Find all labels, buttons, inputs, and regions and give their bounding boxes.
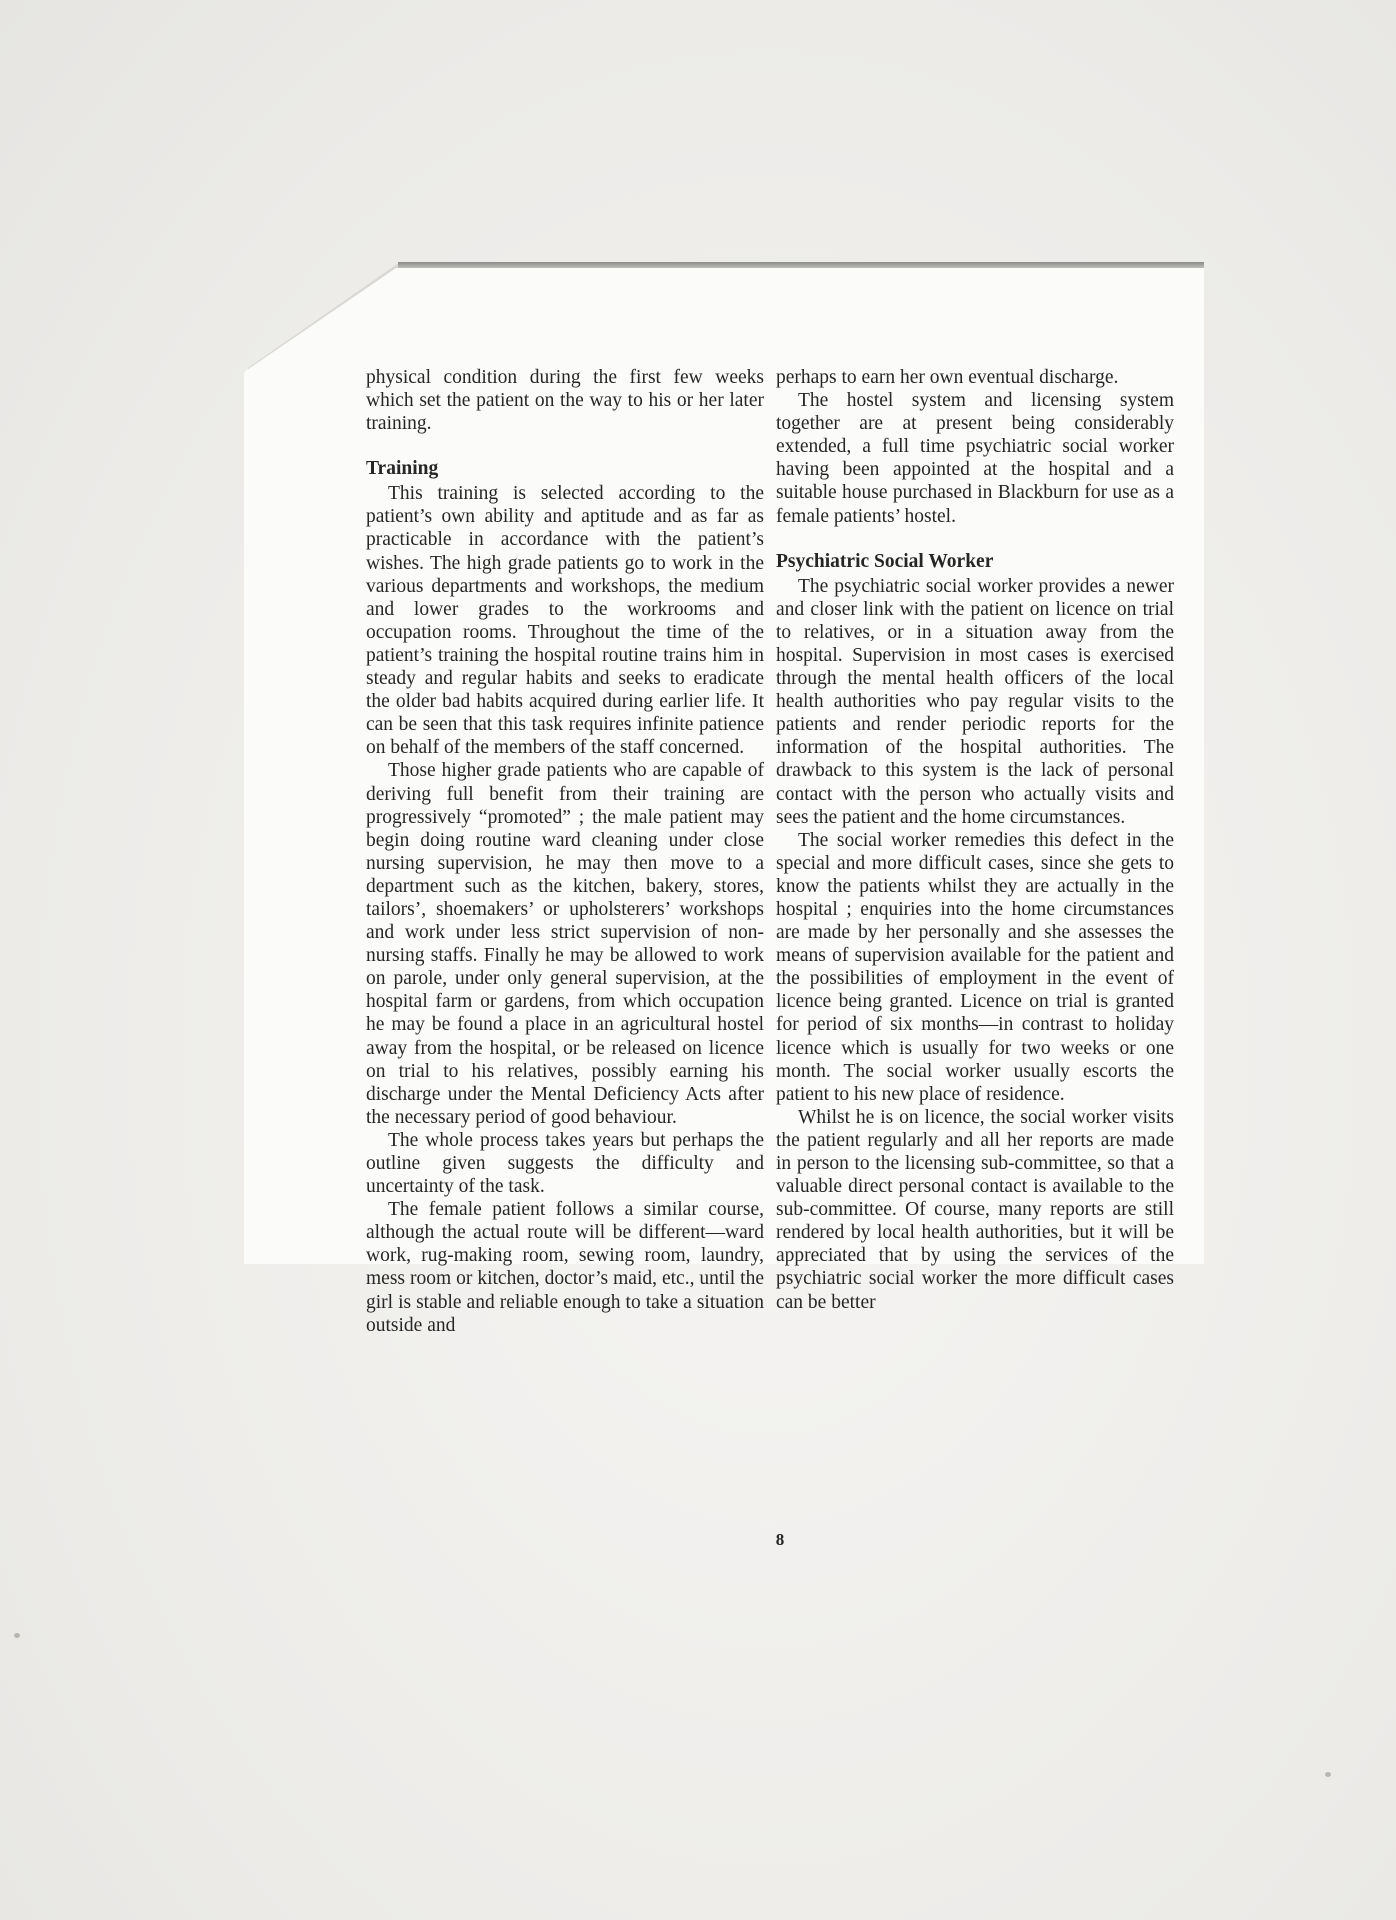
scan-speck — [14, 1633, 20, 1638]
section-heading: Training — [366, 458, 439, 480]
left-text-column — [366, 366, 764, 1337]
body-paragraph: The hostel system and licensing system together are at present being considerably extended, a full time psychiatric social worker having been appointed at the hospital and a suitable house purchased in Blackburn for use as a female patients’ hostel. — [776, 390, 1174, 527]
right-text-column — [776, 366, 1174, 1314]
body-paragraph: The social worker remedies this defect in the special and more difficult cases, since she gets to know the patients whilst they are actually in the hospital ; enquiries into the home circumstances are made by her personally and she assesses the means of supervision available for the patient and the possibilities of employment in the event of licence being granted. Licence on trial is granted for period of six months—in contrast to holiday licence which is usually for two weeks or one month. The social worker usually escorts the patient to his new place of residence. — [776, 829, 1174, 1105]
section-heading: Psychiatric Social Worker — [776, 550, 994, 572]
body-paragraph: This training is selected according to the patient’s own ability and aptitude and as far as practicable in accordance with the patient’s wishes. The high grade patients go to work in the various departments and workshops, the medium and lower grades to the workrooms and occupation rooms. Throughout the time of the patient’s training the hospital routine trains him in steady and regular habits and seeks to eradicate the older bad habits acquired during earlier life. It can be seen that this task requires infinite patience on behalf of the members of the staff concerned. — [366, 483, 764, 759]
body-paragraph: perhaps to earn her own eventual discharge. — [776, 367, 1119, 388]
body-paragraph: Those higher grade patients who are capable of deriving full benefit from their training are progressively “promoted” ; the male patient may begin doing routine ward cleaning under close nursing supervision, he may then move to a department such as the kitchen, bakery, stores, tailors’, shoemakers’ or upholsterers’ workshops and work under less strict supervision of non-nursing staffs. Finally he may be allowed to work on parole, under only general supervision, at the hospital farm or gardens, from which occupation he may be found a place in an agricultural hostel away from the hospital, or be released on licence on trial to his relatives, possibly earning his discharge under the Mental Deficiency Acts after the necessary period of good behaviour. — [366, 760, 764, 1128]
body-paragraph: The female patient follows a similar course, although the actual route will be different—ward work, rug-making room, sewing room, laundry, mess room or kitchen, doctor’s maid, etc., until the girl is stable and reliable enough to take a situation outside and — [366, 1199, 764, 1336]
body-paragraph: Whilst he is on licence, the social worker visits the patient regularly and all her reports are made in person to the licensing sub-committee, so that a valuable direct personal contact is available to the sub-committee. Of course, many reports are still rendered by local health authorities, but it will be appreciated that by using the services of the psychiatric social worker the more difficult cases can be better — [776, 1106, 1174, 1313]
body-paragraph: The psychiatric social worker provides a newer and closer link with the patient on licence on trial to relatives, or in a situation away from the hospital. Supervision in most cases is exercised through the mental health officers of the local health authorities who pay regular visits to the patients and render periodic reports for the information of the hospital authorities. The drawback to this system is the lack of personal contact with the person who actually visits and sees the patient and the home circumstances. — [776, 575, 1174, 828]
scan-speck — [1325, 1772, 1331, 1777]
page-number: 8 — [775, 1530, 785, 1549]
body-paragraph: physical condition during the first few weeks which set the patient on the way to his or her later training. — [366, 367, 764, 435]
body-paragraph: The whole process takes years but perhaps the outline given suggests the difficulty and uncertainty of the task. — [366, 1129, 764, 1198]
